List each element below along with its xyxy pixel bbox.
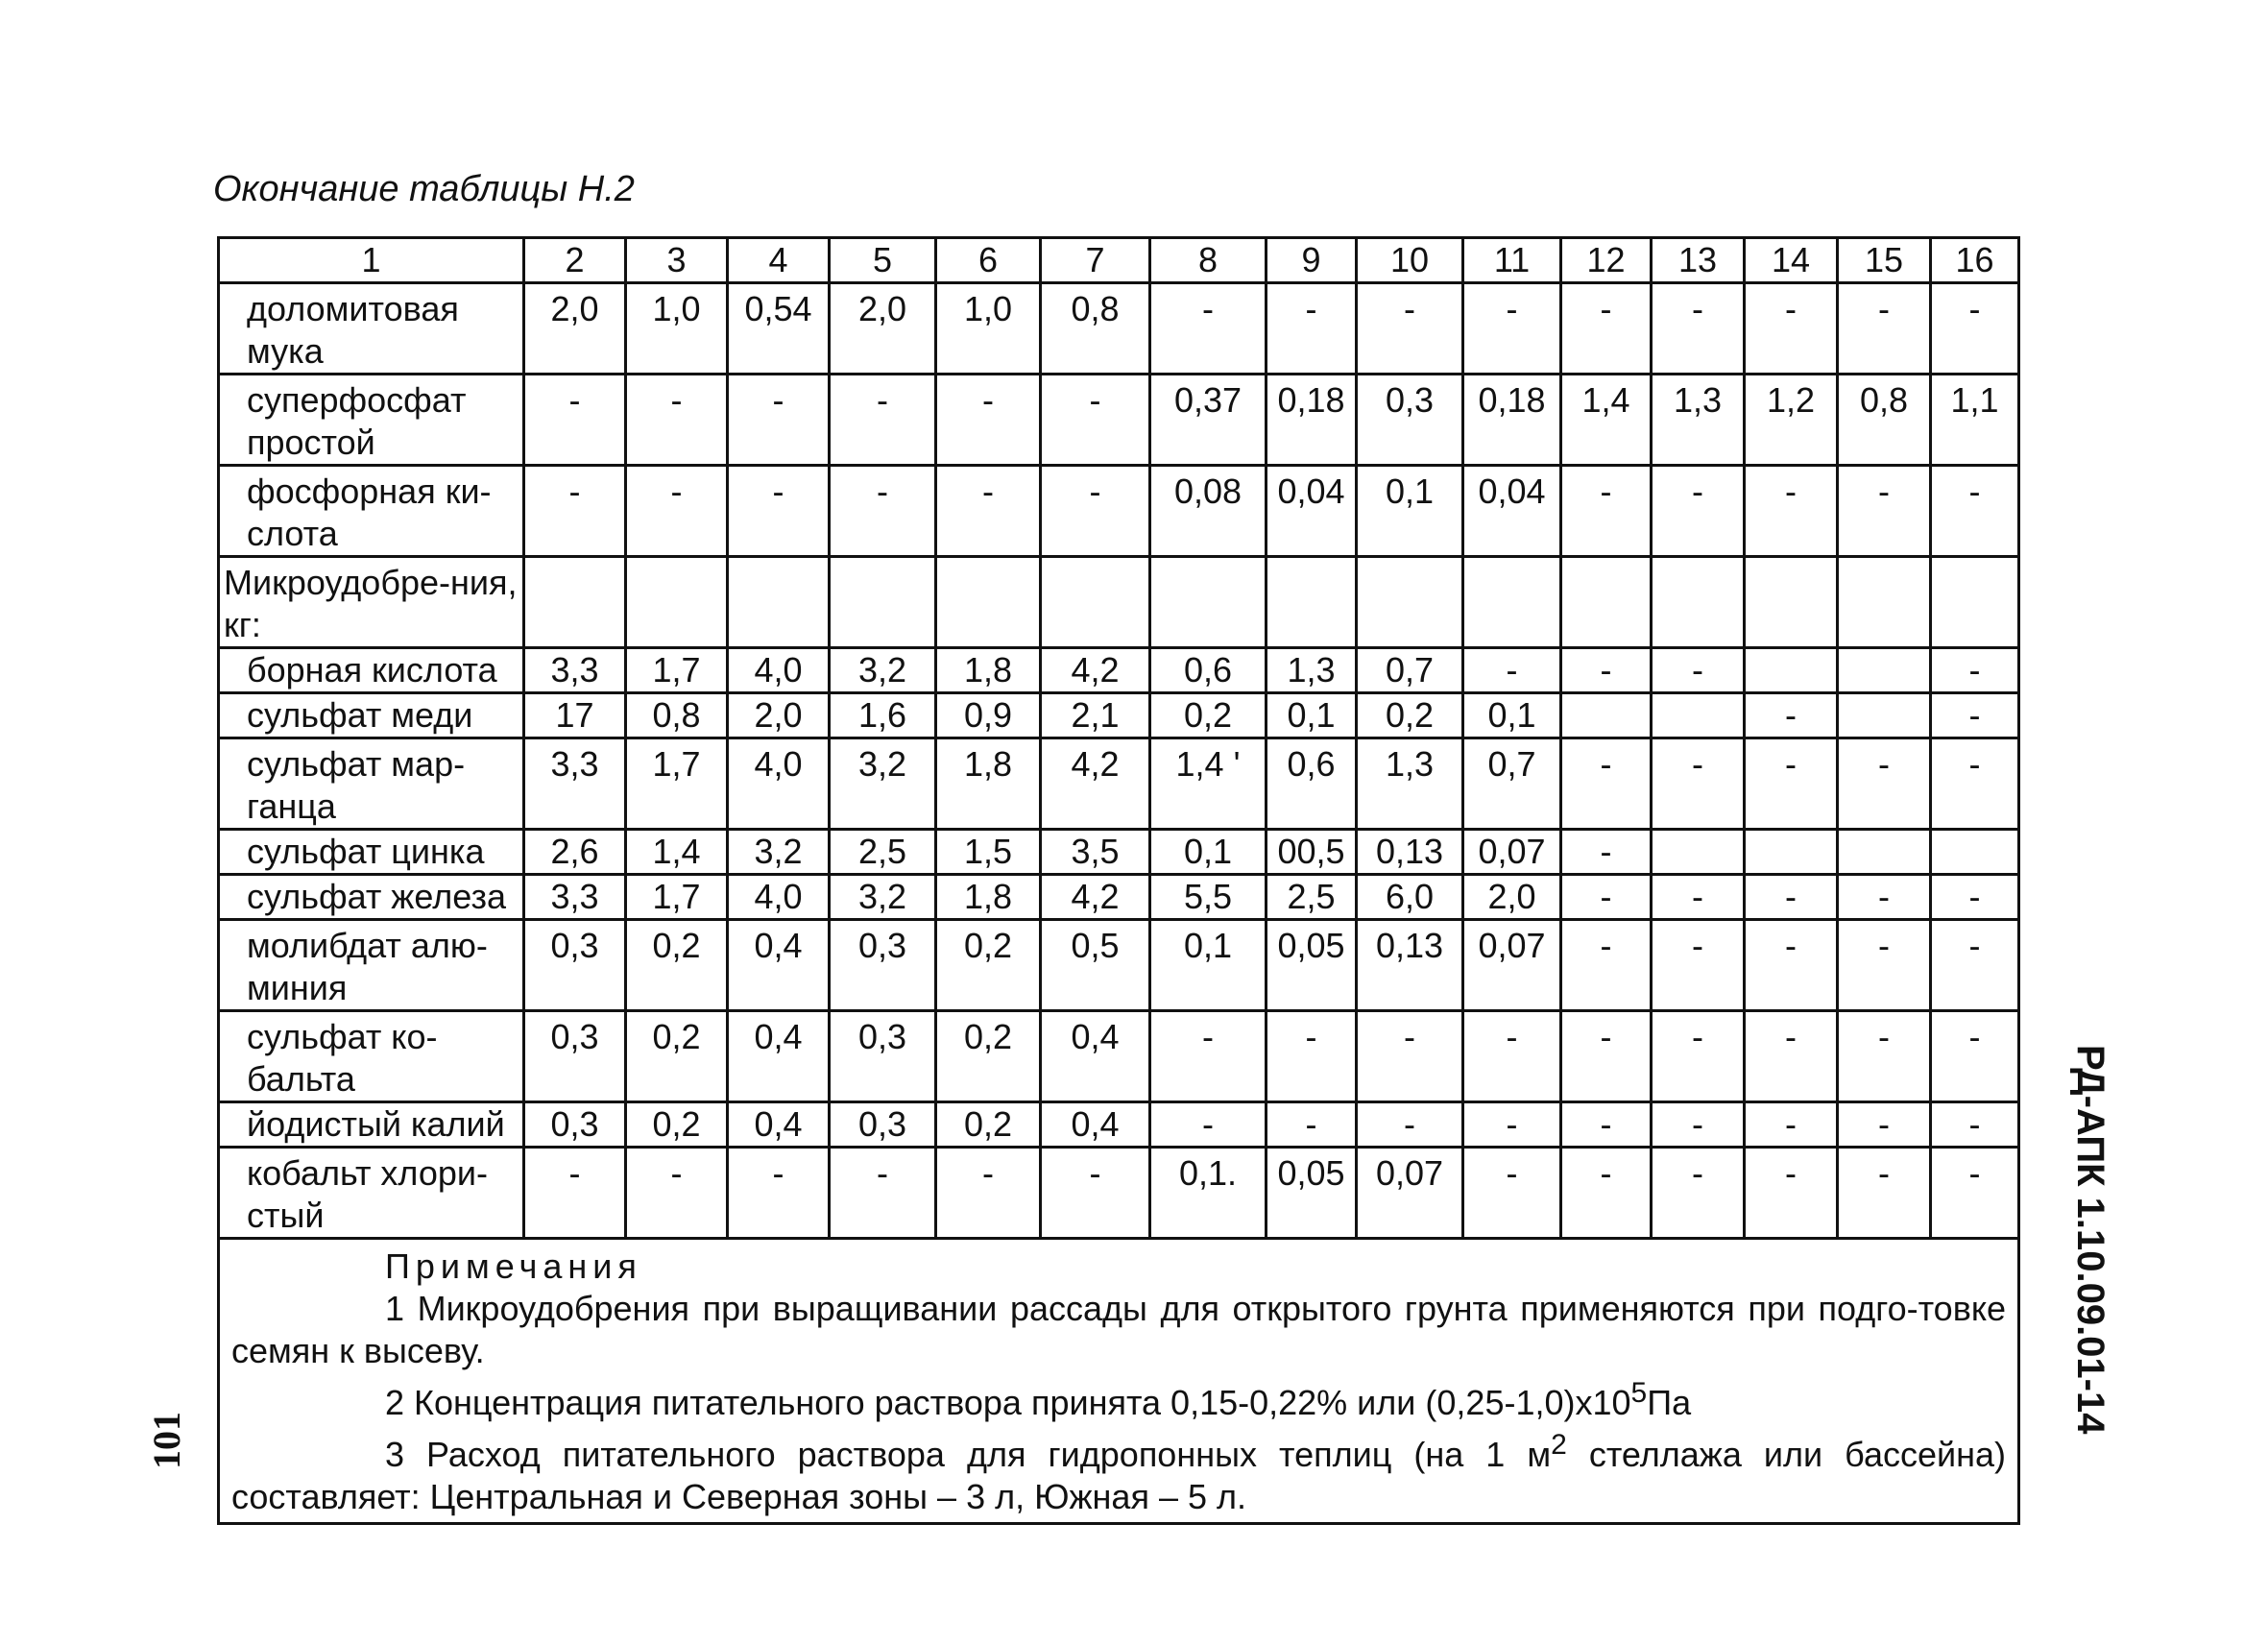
- table-row: [219, 283, 2019, 375]
- table-cell: -: [1561, 466, 1652, 557]
- table-cell: 1,3: [1357, 738, 1463, 830]
- table-cell: 3,2: [830, 738, 936, 830]
- table-cell: -: [1652, 466, 1745, 557]
- table-cell: -: [1463, 1102, 1561, 1148]
- table-cell: 0,04: [1267, 466, 1357, 557]
- header-cell: 1: [219, 238, 524, 283]
- table-cell: [1561, 557, 1652, 648]
- table-cell: 0,3: [830, 920, 936, 1011]
- table-cell: -: [1931, 1148, 2019, 1239]
- table-cell: -: [728, 1148, 830, 1239]
- row-label: сульфат ко-бальта: [219, 1011, 524, 1102]
- table-cell: 0,5: [1041, 920, 1150, 1011]
- row-label: сульфат цинка: [219, 830, 524, 875]
- row-label: борная кислота: [219, 648, 524, 693]
- table-cell: 1,8: [936, 738, 1041, 830]
- table-cell: 0,2: [626, 1011, 728, 1102]
- table-cell: -: [1041, 466, 1150, 557]
- table-cell: 1,1: [1931, 375, 2019, 466]
- table-cell: -: [936, 466, 1041, 557]
- table-row: [219, 648, 2019, 693]
- table-cell: 0,8: [626, 693, 728, 738]
- table-cell: 1,7: [626, 875, 728, 920]
- table-cell: -: [1652, 920, 1745, 1011]
- table-cell: 0,3: [1357, 375, 1463, 466]
- table-cell: -: [830, 375, 936, 466]
- table-cell: 0,4: [728, 920, 830, 1011]
- table-cell: 0,6: [1150, 648, 1267, 693]
- table-row: [219, 466, 2019, 557]
- table-cell: [830, 557, 936, 648]
- table-cell: -: [1561, 1011, 1652, 1102]
- table-cell: -: [728, 375, 830, 466]
- table-cell: 6,0: [1357, 875, 1463, 920]
- table-cell: 0,2: [1357, 693, 1463, 738]
- table-cell: 0,4: [1041, 1011, 1150, 1102]
- table-cell: 0,1: [1463, 693, 1561, 738]
- notes-cell: [219, 1239, 2019, 1524]
- header-cell: 5: [830, 238, 936, 283]
- table-cell: -: [1561, 1148, 1652, 1239]
- table-cell: -: [1931, 283, 2019, 375]
- table-cell: 4,0: [728, 875, 830, 920]
- table-cell: 0,3: [524, 1011, 626, 1102]
- table-cell: [1931, 557, 2019, 648]
- table-cell: -: [1838, 1102, 1931, 1148]
- table-cell: -: [1931, 1011, 2019, 1102]
- table-cell: -: [1463, 1148, 1561, 1239]
- table-cell: 17: [524, 693, 626, 738]
- header-cell: 7: [1041, 238, 1150, 283]
- table-cell: -: [1745, 875, 1838, 920]
- table-cell: -: [1931, 738, 2019, 830]
- table-cell: 2,1: [1041, 693, 1150, 738]
- table-cell: -: [728, 466, 830, 557]
- table-cell: 0,18: [1267, 375, 1357, 466]
- table-cell: 2,0: [1463, 875, 1561, 920]
- table-row: [219, 875, 2019, 920]
- table-cell: 0,4: [1041, 1102, 1150, 1148]
- table-cell: -: [524, 375, 626, 466]
- table-cell: [1652, 693, 1745, 738]
- notes-row: [219, 1239, 2019, 1524]
- header-cell: 11: [1463, 238, 1561, 283]
- note-2-unit: Па: [1647, 1383, 1692, 1422]
- row-label: йодистый калий: [219, 1102, 524, 1148]
- table-cell: 0,4: [728, 1102, 830, 1148]
- table-cell: -: [1745, 693, 1838, 738]
- table-cell: -: [1652, 283, 1745, 375]
- table-row: [219, 1102, 2019, 1148]
- table-cell: 0,4: [728, 1011, 830, 1102]
- table-cell: 00,5: [1267, 830, 1357, 875]
- table-cell: 0,54: [728, 283, 830, 375]
- table-cell: 0,05: [1267, 920, 1357, 1011]
- table-row: [219, 1148, 2019, 1239]
- table-cell: -: [524, 1148, 626, 1239]
- table-cell: -: [1652, 1011, 1745, 1102]
- table-cell: 1,7: [626, 738, 728, 830]
- header-cell: 10: [1357, 238, 1463, 283]
- table-cell: -: [1561, 648, 1652, 693]
- table-cell: [1357, 557, 1463, 648]
- header-row: [219, 238, 2019, 283]
- table-cell: -: [1150, 283, 1267, 375]
- table-cell: -: [1838, 875, 1931, 920]
- row-label: сульфат мар-ганца: [219, 738, 524, 830]
- table-cell: 1,8: [936, 648, 1041, 693]
- header-cell: 2: [524, 238, 626, 283]
- data-table: [217, 236, 2020, 1525]
- table-cell: -: [1931, 920, 2019, 1011]
- header-cell: 9: [1267, 238, 1357, 283]
- table-cell: -: [830, 1148, 936, 1239]
- table-cell: [1652, 557, 1745, 648]
- table-cell: 0,7: [1463, 738, 1561, 830]
- table-cell: 0,3: [830, 1011, 936, 1102]
- table-cell: [1745, 830, 1838, 875]
- table-cell: -: [626, 1148, 728, 1239]
- header-cell: 15: [1838, 238, 1931, 283]
- row-label: молибдат алю-миния: [219, 920, 524, 1011]
- table-cell: 4,2: [1041, 875, 1150, 920]
- note-3-text-b: стеллажа или бассейна) составляет: Центральная и Северная зоны – 3 л, Южная – 5 л.: [231, 1435, 2006, 1516]
- table-cell: [1838, 830, 1931, 875]
- table-cell: [1745, 648, 1838, 693]
- table-cell: -: [626, 375, 728, 466]
- note-3-exponent: 2: [1551, 1429, 1567, 1461]
- table-cell: [524, 557, 626, 648]
- table-cell: [1463, 557, 1561, 648]
- note-3: [231, 1424, 2006, 1518]
- header-cell: 13: [1652, 238, 1745, 283]
- table-cell: 2,5: [830, 830, 936, 875]
- table-cell: -: [1931, 875, 2019, 920]
- table-row: [219, 693, 2019, 738]
- table-caption: Окончание таблицы Н.2: [213, 169, 635, 209]
- table-cell: 1,8: [936, 875, 1041, 920]
- table-cell: -: [1838, 466, 1931, 557]
- table-row: [219, 738, 2019, 830]
- table-cell: 0,07: [1357, 1148, 1463, 1239]
- table-cell: [626, 557, 728, 648]
- table-cell: -: [1745, 283, 1838, 375]
- table-cell: [936, 557, 1041, 648]
- table-cell: 0,7: [1357, 648, 1463, 693]
- table-row: [219, 830, 2019, 875]
- table-cell: -: [1150, 1102, 1267, 1148]
- table-cell: 2,5: [1267, 875, 1357, 920]
- table-cell: 0,8: [1838, 375, 1931, 466]
- row-label: кобальт хлори-стый: [219, 1148, 524, 1239]
- table-cell: 0,3: [524, 1102, 626, 1148]
- table-cell: 1,5: [936, 830, 1041, 875]
- table-cell: -: [1931, 1102, 2019, 1148]
- table-cell: -: [1745, 738, 1838, 830]
- table-cell: [1838, 557, 1931, 648]
- note-3-text-a: 3 Расход питательного раствора для гидропонных теплиц (на 1 м: [385, 1435, 1552, 1474]
- table-cell: 1,3: [1267, 648, 1357, 693]
- table-cell: -: [830, 466, 936, 557]
- table-cell: -: [1838, 1148, 1931, 1239]
- table-cell: -: [936, 1148, 1041, 1239]
- table-cell: -: [1357, 1102, 1463, 1148]
- table-cell: -: [1561, 920, 1652, 1011]
- table-cell: -: [1561, 875, 1652, 920]
- table-cell: -: [1931, 466, 2019, 557]
- table-cell: [1561, 693, 1652, 738]
- table-cell: 0,2: [626, 920, 728, 1011]
- table-cell: 3,3: [524, 738, 626, 830]
- table-cell: -: [1745, 466, 1838, 557]
- table-cell: 4,0: [728, 648, 830, 693]
- table-row: [219, 557, 2019, 648]
- table-cell: -: [1561, 830, 1652, 875]
- table-cell: 0,6: [1267, 738, 1357, 830]
- table-cell: -: [936, 375, 1041, 466]
- table-cell: -: [1267, 1011, 1357, 1102]
- header-cell: 16: [1931, 238, 2019, 283]
- row-label: сульфат меди: [219, 693, 524, 738]
- table-cell: -: [1652, 648, 1745, 693]
- table-cell: 0,2: [936, 1011, 1041, 1102]
- table-cell: -: [1041, 375, 1150, 466]
- row-label: фосфорная ки-слота: [219, 466, 524, 557]
- page-number: 101: [145, 1412, 188, 1469]
- table-row: [219, 375, 2019, 466]
- table-cell: -: [1561, 738, 1652, 830]
- table-cell: -: [1745, 1011, 1838, 1102]
- table-cell: -: [1267, 283, 1357, 375]
- table-cell: 3,3: [524, 875, 626, 920]
- table-cell: 4,2: [1041, 738, 1150, 830]
- table-cell: 0,18: [1463, 375, 1561, 466]
- table-cell: -: [1561, 283, 1652, 375]
- table-cell: 1,4: [1561, 375, 1652, 466]
- table-cell: -: [1357, 283, 1463, 375]
- table-cell: 0,2: [936, 1102, 1041, 1148]
- table-cell: 3,2: [830, 875, 936, 920]
- table-cell: 0,2: [626, 1102, 728, 1148]
- table-cell: -: [1357, 1011, 1463, 1102]
- note-1: 1 Микроудобрения при выращивании рассады для открытого грунта применяются при подго-товке семян к высеву.: [231, 1289, 2006, 1370]
- table-cell: -: [1463, 283, 1561, 375]
- table-cell: -: [1652, 875, 1745, 920]
- row-label: доломитовая мука: [219, 283, 524, 375]
- row-label: Микроудобре-ния, кг:: [219, 557, 524, 648]
- header-cell: 14: [1745, 238, 1838, 283]
- table-cell: [1745, 557, 1838, 648]
- table-cell: 0,05: [1267, 1148, 1357, 1239]
- table-cell: 0,08: [1150, 466, 1267, 557]
- table-cell: [1931, 830, 2019, 875]
- table-cell: 0,1: [1150, 830, 1267, 875]
- table-cell: -: [1652, 1102, 1745, 1148]
- row-label: сульфат железа: [219, 875, 524, 920]
- table-cell: -: [1745, 1148, 1838, 1239]
- header-cell: 3: [626, 238, 728, 283]
- table-cell: 0,37: [1150, 375, 1267, 466]
- table-cell: 1,6: [830, 693, 936, 738]
- table-cell: 1,3: [1652, 375, 1745, 466]
- table-cell: -: [1561, 1102, 1652, 1148]
- table-cell: -: [1267, 1102, 1357, 1148]
- table-cell: 0,1: [1267, 693, 1357, 738]
- table-cell: 1,7: [626, 648, 728, 693]
- header-cell: 8: [1150, 238, 1267, 283]
- table-cell: -: [1838, 738, 1931, 830]
- row-label: суперфосфат простой: [219, 375, 524, 466]
- table-cell: 3,3: [524, 648, 626, 693]
- table-cell: 0,1: [1357, 466, 1463, 557]
- table-cell: -: [1463, 1011, 1561, 1102]
- table-cell: 1,4: [626, 830, 728, 875]
- table-cell: 0,2: [1150, 693, 1267, 738]
- table-cell: 0,3: [830, 1102, 936, 1148]
- table-cell: 0,04: [1463, 466, 1561, 557]
- table-cell: 3,2: [728, 830, 830, 875]
- table-cell: -: [1931, 648, 2019, 693]
- table-cell: 3,2: [830, 648, 936, 693]
- table-cell: [1150, 557, 1267, 648]
- table-cell: 0,8: [1041, 283, 1150, 375]
- table-cell: -: [1838, 283, 1931, 375]
- table-cell: 0,1.: [1150, 1148, 1267, 1239]
- table-cell: 3,5: [1041, 830, 1150, 875]
- table-cell: 1,4 ': [1150, 738, 1267, 830]
- table-cell: 0,2: [936, 920, 1041, 1011]
- table-cell: [1652, 830, 1745, 875]
- note-2-exponent: 5: [1630, 1377, 1648, 1409]
- table-cell: 0,13: [1357, 830, 1463, 875]
- note-2-text: 2 Концентрация питательного раствора принята 0,15-0,22% или (0,25-1,0)х10: [385, 1383, 1631, 1422]
- table-cell: [1838, 648, 1931, 693]
- table-cell: -: [1745, 920, 1838, 1011]
- header-cell: 12: [1561, 238, 1652, 283]
- table-cell: 0,1: [1150, 920, 1267, 1011]
- table-cell: 2,0: [830, 283, 936, 375]
- table-cell: -: [1838, 1011, 1931, 1102]
- table-cell: 0,07: [1463, 830, 1561, 875]
- table-cell: -: [1652, 1148, 1745, 1239]
- table-cell: 1,0: [936, 283, 1041, 375]
- table-cell: -: [1745, 1102, 1838, 1148]
- table-cell: 0,9: [936, 693, 1041, 738]
- table-cell: 2,0: [524, 283, 626, 375]
- table-cell: -: [1652, 738, 1745, 830]
- table-row: [219, 920, 2019, 1011]
- table-cell: -: [1463, 648, 1561, 693]
- table-cell: [728, 557, 830, 648]
- table-cell: 0,13: [1357, 920, 1463, 1011]
- document-code: РД-АПК 1.10.09.01-14: [2069, 1045, 2111, 1435]
- table-cell: [1041, 557, 1150, 648]
- table-cell: -: [626, 466, 728, 557]
- table-cell: [1838, 693, 1931, 738]
- table-cell: 2,0: [728, 693, 830, 738]
- table-cell: -: [1041, 1148, 1150, 1239]
- note-2: [231, 1372, 2006, 1424]
- table-cell: -: [524, 466, 626, 557]
- header-cell: 4: [728, 238, 830, 283]
- table-cell: -: [1931, 693, 2019, 738]
- header-cell: 6: [936, 238, 1041, 283]
- table-cell: 4,0: [728, 738, 830, 830]
- notes-title: Примечания: [385, 1246, 642, 1286]
- table-cell: -: [1150, 1011, 1267, 1102]
- table-cell: 1,0: [626, 283, 728, 375]
- table-cell: [1267, 557, 1357, 648]
- table-cell: 1,2: [1745, 375, 1838, 466]
- table-row: [219, 1011, 2019, 1102]
- table-cell: 0,3: [524, 920, 626, 1011]
- table-cell: 4,2: [1041, 648, 1150, 693]
- table-cell: -: [1838, 920, 1931, 1011]
- table-cell: 0,07: [1463, 920, 1561, 1011]
- table-cell: 2,6: [524, 830, 626, 875]
- table-cell: 5,5: [1150, 875, 1267, 920]
